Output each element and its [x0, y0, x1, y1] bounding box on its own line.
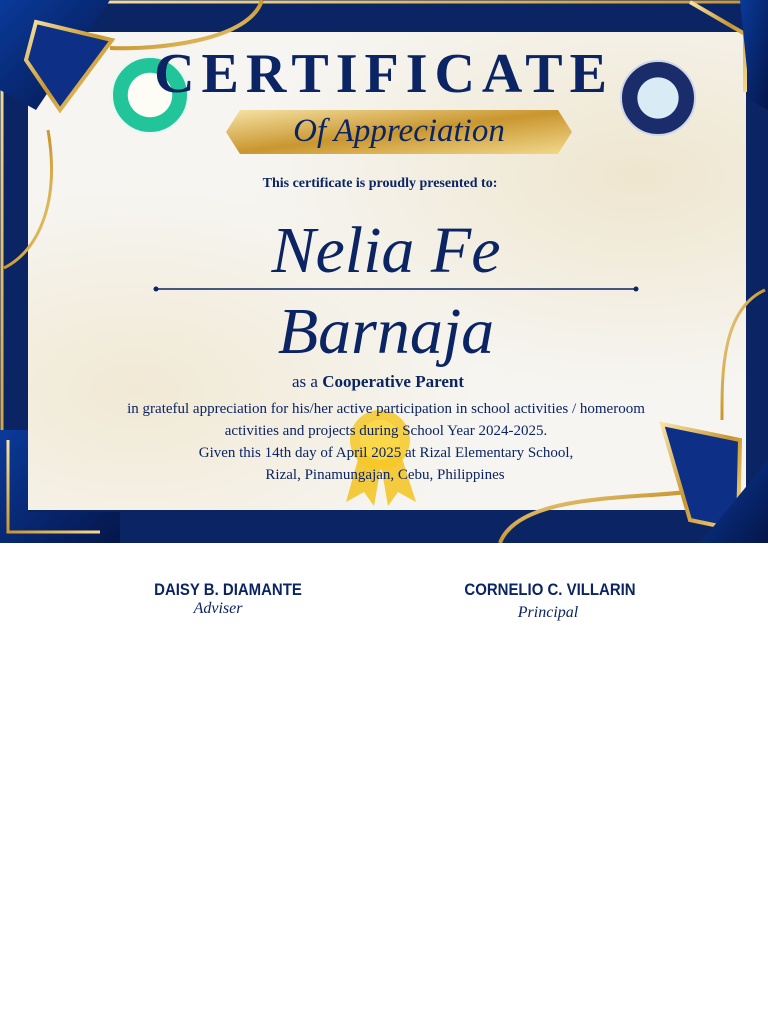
role-prefix: as a	[291, 372, 318, 391]
certificate-title: CERTIFICATE	[154, 43, 614, 105]
signatory-name: CORNELIO C. VILLARIN	[464, 580, 636, 599]
signatory-adviser	[118, 580, 338, 618]
body-line: Given this 14th day of April 2025 at Rizal Elementary School,	[198, 445, 574, 461]
body-line: in grateful appreciation for his/her active participation in school activities / homeroom	[127, 401, 645, 417]
recipient-last-name: Barnaja	[277, 295, 495, 368]
body-line: activities and projects during School Year 2024-2025.	[224, 423, 548, 439]
signatory-title: Principal	[517, 604, 579, 621]
signatory-principal	[430, 580, 670, 622]
signatory-title: Adviser	[193, 600, 243, 617]
recipient-first-name: Nelia Fe	[271, 214, 501, 287]
presented-to-text: This certificate is proudly presented to:	[262, 176, 498, 191]
role-label: Cooperative Parent	[322, 372, 464, 391]
signatory-name: DAISY B. DIAMANTE	[154, 580, 302, 599]
body-line: Rizal, Pinamungajan, Cebu, Philippines	[265, 467, 505, 483]
recipient-role	[0, 372, 756, 392]
certificate-subtitle: Of Appreciation	[293, 113, 505, 149]
